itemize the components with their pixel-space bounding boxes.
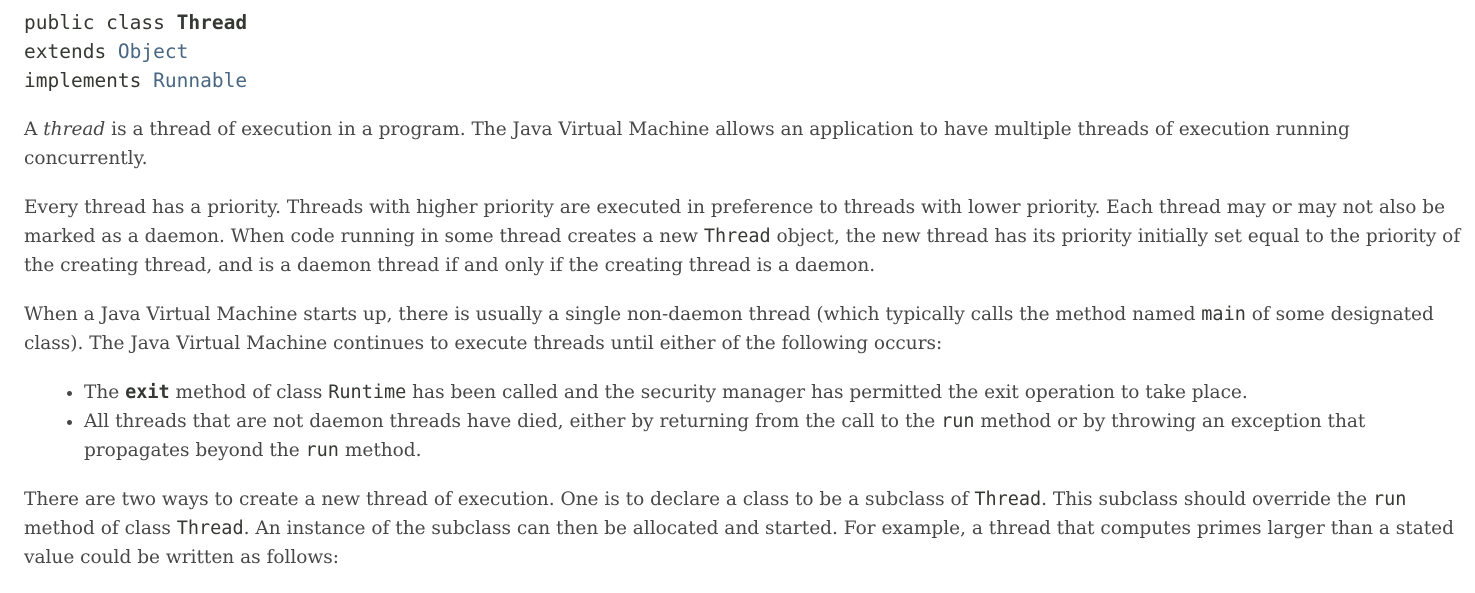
para4-text-2: . This subclass should override the bbox=[1041, 489, 1373, 510]
list-item bbox=[84, 407, 1464, 465]
paragraph-intro bbox=[24, 115, 1464, 173]
bullet2-text-3: method. bbox=[338, 440, 422, 461]
para4-text-4: . An instance of the subclass can then be allocated and started. For example, a thread that computes primes larger than a stated value could be written as follows: bbox=[24, 518, 1454, 568]
implements-type-link[interactable]: Runnable bbox=[153, 69, 248, 92]
para4-code-thread-2[interactable]: Thread bbox=[176, 518, 244, 539]
para1-text-1: A bbox=[24, 119, 44, 140]
paragraph-creation bbox=[24, 485, 1464, 572]
bullet1-text-1: The bbox=[84, 382, 126, 403]
bullet1-text-3: has been called and the security manager has permitted the exit operation to take place. bbox=[406, 382, 1248, 403]
para3-code-main: main bbox=[1201, 304, 1246, 325]
para1-emphasis: thread bbox=[43, 119, 106, 140]
bullet2-text-1: All threads that are not daemon threads have died, either by returning from the call to the bbox=[84, 411, 942, 432]
para2-text-2: object, the new thread has its priority initially set equal to the priority of the creating thread, and is a daemon thread if and only if the creating thread is a daemon. bbox=[24, 226, 1461, 276]
para4-code-run[interactable]: run bbox=[1372, 489, 1407, 510]
declaration-line-class bbox=[24, 8, 1464, 37]
list-item bbox=[84, 378, 1464, 407]
class-name: Thread bbox=[176, 11, 248, 34]
bullet1-code-exit[interactable]: exit bbox=[125, 382, 170, 403]
para2-code-thread: Thread bbox=[703, 226, 771, 247]
extends-keyword: extends bbox=[24, 40, 118, 63]
bullet1-text-2: method of class bbox=[169, 382, 329, 403]
para4-code-thread[interactable]: Thread bbox=[974, 489, 1042, 510]
para3-text-1: When a Java Virtual Machine starts up, there is usually a single non-daemon thread (which typically calls the method named bbox=[24, 304, 1202, 325]
bullet2-code-run[interactable]: run bbox=[941, 411, 975, 432]
para1-text-2: is a thread of execution in a program. The Java Virtual Machine allows an application to have multiple threads of execution running concurrently. bbox=[24, 119, 1350, 169]
bullet2-text-2: method or by throwing an exception that propagates beyond the bbox=[84, 411, 1366, 461]
paragraph-startup bbox=[24, 300, 1464, 358]
class-declaration bbox=[24, 8, 1464, 95]
implements-keyword: implements bbox=[24, 69, 154, 92]
para4-text-1: There are two ways to create a new thread of execution. One is to declare a class to be a subclass of bbox=[24, 489, 975, 510]
bullet2-code-run-2[interactable]: run bbox=[305, 440, 339, 461]
termination-conditions-list bbox=[24, 378, 1464, 465]
paragraph-priority bbox=[24, 193, 1464, 280]
para2-text-1: Every thread has a priority. Threads with higher priority are executed in preference to threads with lower priority. Each thread may or may not also be marked as a daemon. When code running in some thread creates a new bbox=[24, 197, 1446, 247]
declaration-modifiers: public class bbox=[24, 11, 177, 34]
bullet1-code-runtime[interactable]: Runtime bbox=[328, 382, 407, 403]
extends-type-link[interactable]: Object bbox=[117, 40, 189, 63]
para4-text-3: method of class bbox=[24, 518, 177, 539]
declaration-line-extends bbox=[24, 37, 1464, 66]
declaration-line-implements bbox=[24, 66, 1464, 95]
para3-text-2: of some designated class). The Java Virtual Machine continues to execute threads until either of the following occurs: bbox=[24, 304, 1434, 354]
